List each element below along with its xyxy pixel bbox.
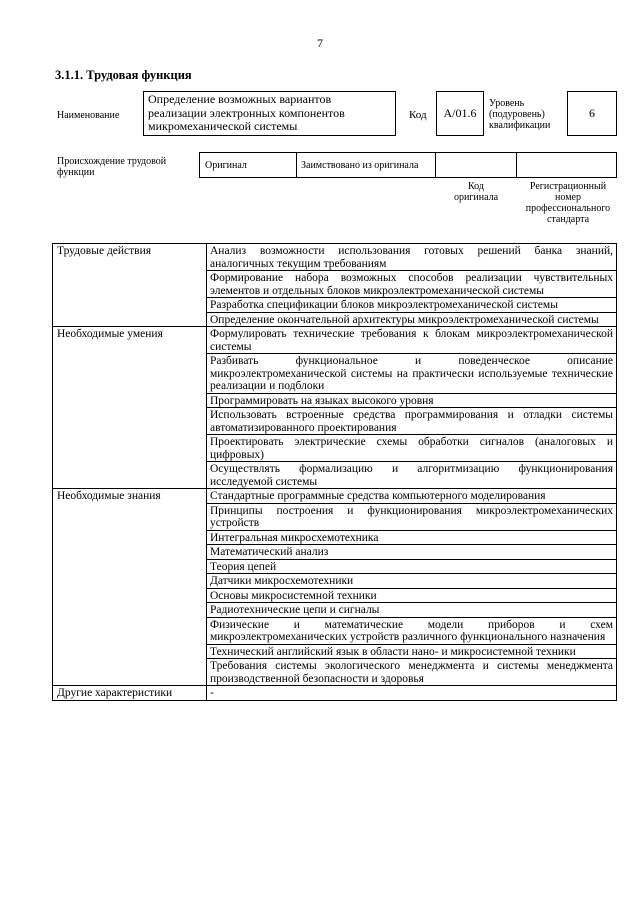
function-table (52, 243, 617, 701)
code-value: A/01.6 (436, 91, 484, 136)
item-cell: Разработка спецификации блоков микроэлектромеханической системы (207, 298, 617, 313)
category-cell: Другие характеристики (53, 686, 207, 701)
item-cell: Анализ возможности использования готовых решений банка знаний, аналогичных текущим требованиям (207, 244, 617, 271)
table-row (53, 327, 617, 354)
item-cell: Программировать на языках высокого уровня (207, 393, 617, 408)
item-cell: Разбивать функциональное и поведенческое описание микроэлектромеханической системы на практически используемые технические реализации и подблоки (207, 354, 617, 394)
item-cell: Формулировать технические требования к блокам микроэлектромеханической системы (207, 327, 617, 354)
table-row (53, 244, 617, 271)
section-title: 3.1.1. Трудовая функция (55, 68, 192, 82)
origin-borrowed-text: Заимствовано из оригинала (301, 160, 419, 171)
item-cell: - (207, 686, 617, 701)
level-value: 6 (567, 91, 617, 136)
item-cell: Физические и математические модели приборов и схем микроэлектромеханических устройств различного функционального назначения (207, 617, 617, 644)
code-label: Код (409, 109, 427, 121)
origin-original-text: Оригинал (205, 160, 247, 171)
category-cell: Трудовые действия (53, 244, 207, 327)
origin-original (199, 152, 297, 178)
item-cell: Проектировать электрические схемы обработки сигналов (аналоговых и цифровых) (207, 435, 617, 462)
table-row (53, 489, 617, 504)
item-cell: Стандартные программные средства компьютерного моделирования (207, 489, 617, 504)
item-cell: Технический английский язык в области нано- и микросистемной техники (207, 644, 617, 659)
reg-caption: Регистрационный номер профессионального стандарта (525, 181, 611, 225)
origin-borrowed (296, 152, 436, 178)
item-cell: Требования системы экологического менеджмента и системы менеджмента производственной безопасности и здоровья (207, 659, 617, 686)
item-cell: Датчики микросхемотехники (207, 574, 617, 589)
item-cell: Формирование набора возможных способов реализации чувствительных элементов и отдельных блоков микроэлектромеханической системы (207, 271, 617, 298)
origin-reg-box (516, 152, 617, 178)
name-label: Наименование (57, 110, 120, 121)
category-cell: Необходимые умения (53, 327, 207, 489)
item-cell: Радиотехнические цепи и сигналы (207, 603, 617, 618)
item-cell: Интегральная микросхемотехника (207, 530, 617, 545)
code-caption: Код оригинала (453, 181, 499, 203)
origin-code-box (435, 152, 517, 178)
level-label: Уровень (подуровень) квалификации (489, 98, 551, 131)
item-cell: Основы микросистемной техники (207, 588, 617, 603)
item-cell: Осуществлять формализацию и алгоритмизацию функционирования исследуемой системы (207, 462, 617, 489)
category-cell: Необходимые знания (53, 489, 207, 686)
item-cell: Принципы построения и функционирования микроэлектромеханических устройств (207, 503, 617, 530)
item-cell: Математический анализ (207, 545, 617, 560)
table-row (53, 686, 617, 701)
function-name-value: Определение возможных вариантов реализации электронных компонентов микромеханической системы (143, 91, 396, 136)
page-number: 7 (317, 36, 323, 50)
item-cell: Теория цепей (207, 559, 617, 574)
item-cell: Использовать встроенные средства программирования и отладки системы автоматизированного проектирования (207, 408, 617, 435)
origin-label: Происхождение трудовой функции (57, 156, 167, 178)
item-cell: Определение окончательной архитектуры микроэлектромеханической системы (207, 312, 617, 327)
